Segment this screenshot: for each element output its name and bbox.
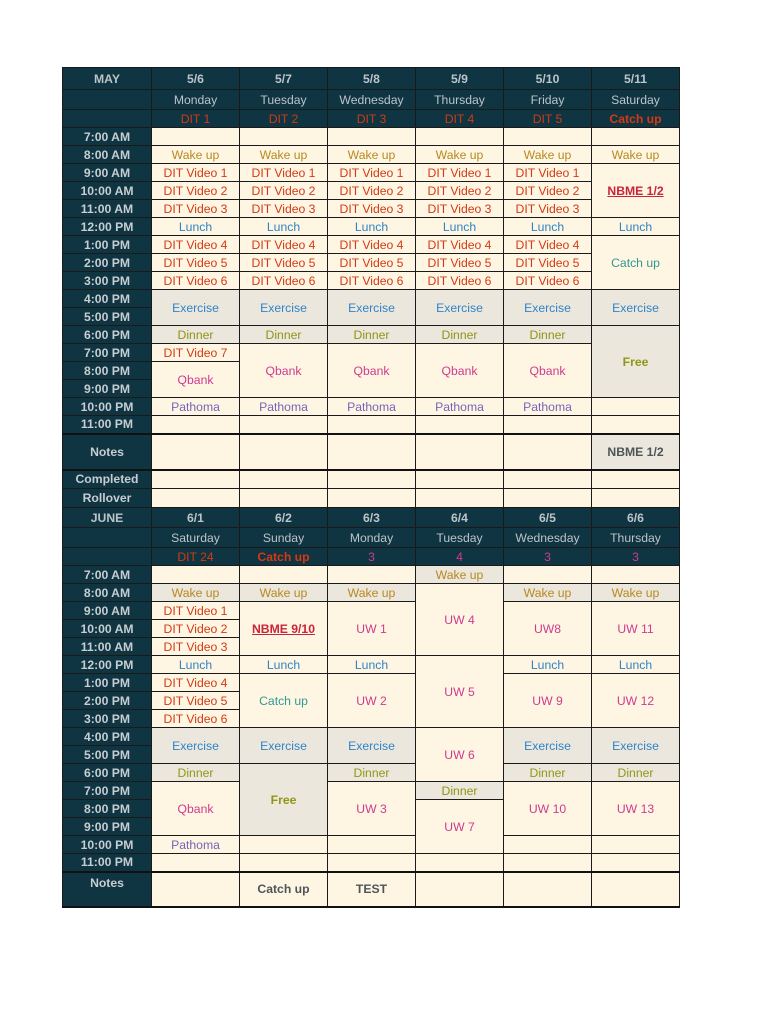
rollover-cell[interactable] — [592, 489, 680, 508]
dinner-cell[interactable]: Dinner — [152, 326, 240, 344]
empty-cell[interactable] — [328, 416, 416, 434]
day-tag: Catch up — [592, 110, 680, 128]
day-name: Thursday — [416, 90, 504, 110]
day-tag: 3 — [504, 548, 592, 566]
qbank-cell[interactable]: Qbank — [152, 362, 240, 398]
day-tag: DIT 4 — [416, 110, 504, 128]
time-label: 9:00 PM — [63, 818, 152, 836]
time-label: 1:00 PM — [63, 674, 152, 692]
time-label: 10:00 PM — [63, 836, 152, 854]
qbank-cell[interactable]: Qbank — [152, 782, 240, 836]
dit-video-cell[interactable]: DIT Video 5 — [328, 254, 416, 272]
date-6-3: 6/3 — [328, 508, 416, 528]
blank-label — [63, 528, 152, 548]
wake-up-cell[interactable]: Wake up — [592, 146, 680, 164]
empty-cell[interactable] — [152, 854, 240, 872]
dit-video-cell[interactable]: DIT Video 2 — [416, 182, 504, 200]
dinner-cell[interactable]: Dinner — [504, 764, 592, 782]
date-5-6: 5/6 — [152, 68, 240, 90]
completed-cell[interactable] — [152, 470, 240, 489]
date-6-1: 6/1 — [152, 508, 240, 528]
dit-video-cell[interactable]: DIT Video 6 — [416, 272, 504, 290]
exercise-cell[interactable]: Exercise — [504, 290, 592, 326]
exercise-cell[interactable]: Exercise — [240, 728, 328, 764]
date-6-2: 6/2 — [240, 508, 328, 528]
dit-video-cell[interactable]: DIT Video 1 — [328, 164, 416, 182]
wake-up-cell[interactable]: Wake up — [328, 584, 416, 602]
wake-up-cell[interactable]: Wake up — [152, 146, 240, 164]
time-label: 3:00 PM — [63, 710, 152, 728]
dit-video-cell[interactable]: DIT Video 6 — [240, 272, 328, 290]
dit-video-cell[interactable]: DIT Video 3 — [504, 200, 592, 218]
dit-video-cell[interactable]: DIT Video 2 — [240, 182, 328, 200]
schedule-table — [62, 67, 680, 908]
day-name: Sunday — [240, 528, 328, 548]
wake-up-cell[interactable]: Wake up — [240, 584, 328, 602]
empty-cell[interactable] — [504, 836, 592, 854]
notes-cell[interactable] — [416, 872, 504, 907]
lunch-cell[interactable]: Lunch — [504, 656, 592, 674]
date-5-7: 5/7 — [240, 68, 328, 90]
day-tag: Catch up — [240, 548, 328, 566]
time-label: 8:00 AM — [63, 146, 152, 164]
time-label: 7:00 PM — [63, 344, 152, 362]
dit-video-cell[interactable]: DIT Video 6 — [152, 272, 240, 290]
day-name: Tuesday — [416, 528, 504, 548]
notes-cell[interactable] — [328, 434, 416, 470]
month-label-june: JUNE — [63, 508, 152, 528]
dit-video-cell[interactable]: DIT Video 5 — [152, 692, 240, 710]
date-5-8: 5/8 — [328, 68, 416, 90]
dinner-cell[interactable]: Dinner — [328, 764, 416, 782]
dit-video-cell[interactable]: DIT Video 6 — [152, 710, 240, 728]
lunch-cell[interactable]: Lunch — [592, 656, 680, 674]
empty-cell[interactable] — [240, 836, 328, 854]
rollover-cell[interactable] — [152, 489, 240, 508]
uw-cell[interactable]: UW 10 — [504, 782, 592, 836]
empty-cell[interactable] — [416, 128, 504, 146]
date-6-4: 6/4 — [416, 508, 504, 528]
empty-cell[interactable] — [328, 836, 416, 854]
dinner-cell[interactable]: Dinner — [504, 326, 592, 344]
notes-cell[interactable] — [152, 872, 240, 907]
empty-cell[interactable] — [592, 128, 680, 146]
empty-cell[interactable] — [416, 416, 504, 434]
dinner-cell[interactable]: Dinner — [416, 782, 504, 800]
notes-cell[interactable]: TEST — [328, 872, 416, 907]
exercise-cell[interactable]: Exercise — [416, 290, 504, 326]
blank-label — [63, 90, 152, 110]
notes-cell[interactable] — [504, 872, 592, 907]
may-day-row — [63, 90, 680, 110]
uw-cell[interactable]: UW 7 — [416, 800, 504, 854]
day-name: Wednesday — [504, 528, 592, 548]
time-label: 10:00 PM — [63, 398, 152, 416]
empty-cell[interactable] — [592, 566, 680, 584]
june-date-row — [63, 508, 680, 528]
exercise-cell[interactable]: Exercise — [328, 290, 416, 326]
empty-cell[interactable] — [152, 416, 240, 434]
pathoma-cell[interactable]: Pathoma — [328, 398, 416, 416]
day-tag: 4 — [416, 548, 504, 566]
dit-video-cell[interactable]: DIT Video 3 — [152, 200, 240, 218]
empty-cell[interactable] — [240, 566, 328, 584]
lunch-cell[interactable]: Lunch — [592, 218, 680, 236]
time-label: 11:00 AM — [63, 638, 152, 656]
uw-cell[interactable]: UW 3 — [328, 782, 416, 836]
time-label: 9:00 AM — [63, 602, 152, 620]
free-cell[interactable]: Free — [592, 326, 680, 398]
dit-video-cell[interactable]: DIT Video 4 — [152, 236, 240, 254]
empty-cell[interactable] — [592, 854, 680, 872]
nbme-cell[interactable]: NBME 9/10 — [240, 602, 328, 656]
time-label: 8:00 AM — [63, 584, 152, 602]
dit-video-cell[interactable]: DIT Video 4 — [328, 236, 416, 254]
time-label: 6:00 PM — [63, 326, 152, 344]
time-label: 12:00 PM — [63, 656, 152, 674]
lunch-cell[interactable]: Lunch — [240, 218, 328, 236]
uw-cell[interactable]: UW 9 — [504, 674, 592, 728]
dinner-cell[interactable]: Dinner — [152, 764, 240, 782]
wake-up-cell[interactable]: Wake up — [152, 584, 240, 602]
dinner-cell[interactable]: Dinner — [240, 326, 328, 344]
june-tag-row — [63, 548, 680, 566]
empty-cell[interactable] — [328, 854, 416, 872]
qbank-cell[interactable]: Qbank — [240, 344, 328, 398]
pathoma-cell[interactable]: Pathoma — [152, 398, 240, 416]
time-label: 5:00 PM — [63, 308, 152, 326]
completed-cell[interactable] — [504, 470, 592, 489]
time-label: 11:00 PM — [63, 854, 152, 872]
dit-video-cell[interactable]: DIT Video 4 — [240, 236, 328, 254]
time-label: 2:00 PM — [63, 692, 152, 710]
empty-cell[interactable] — [592, 398, 680, 416]
dit-video-cell[interactable]: DIT Video 3 — [152, 638, 240, 656]
dit-video-cell[interactable]: DIT Video 5 — [416, 254, 504, 272]
completed-label: Completed — [63, 470, 152, 489]
empty-cell[interactable] — [240, 854, 328, 872]
pathoma-cell[interactable]: Pathoma — [504, 398, 592, 416]
wake-up-cell[interactable]: Wake up — [240, 146, 328, 164]
empty-cell[interactable] — [152, 128, 240, 146]
time-label: 7:00 AM — [63, 566, 152, 584]
uw-cell[interactable]: UW 13 — [592, 782, 680, 836]
exercise-cell[interactable]: Exercise — [328, 728, 416, 764]
uw-cell[interactable]: UW 4 — [416, 584, 504, 656]
wake-up-cell[interactable]: Wake up — [416, 146, 504, 164]
day-tag: DIT 5 — [504, 110, 592, 128]
lunch-cell[interactable]: Lunch — [504, 218, 592, 236]
dit-video-cell[interactable]: DIT Video 2 — [504, 182, 592, 200]
month-label-may: MAY — [63, 68, 152, 90]
dinner-cell[interactable]: Dinner — [328, 326, 416, 344]
rollover-cell[interactable] — [416, 489, 504, 508]
lunch-cell[interactable]: Lunch — [328, 218, 416, 236]
exercise-cell[interactable]: Exercise — [592, 728, 680, 764]
time-label: 10:00 AM — [63, 182, 152, 200]
dit-video-cell[interactable]: DIT Video 3 — [416, 200, 504, 218]
rollover-cell[interactable] — [328, 489, 416, 508]
day-tag: DIT 1 — [152, 110, 240, 128]
wake-up-cell[interactable]: Wake up — [504, 584, 592, 602]
date-5-10: 5/10 — [504, 68, 592, 90]
day-name: Monday — [328, 528, 416, 548]
dit-video-cell[interactable]: DIT Video 4 — [152, 674, 240, 692]
notes-label: Notes — [63, 872, 152, 907]
day-name: Saturday — [152, 528, 240, 548]
catch-up-cell[interactable]: Catch up — [240, 674, 328, 728]
dit-video-cell[interactable]: DIT Video 5 — [504, 254, 592, 272]
dit-video-cell[interactable]: DIT Video 1 — [240, 164, 328, 182]
wake-up-cell[interactable]: Wake up — [328, 146, 416, 164]
time-label: 2:00 PM — [63, 254, 152, 272]
blank-label — [63, 110, 152, 128]
empty-cell[interactable] — [240, 416, 328, 434]
empty-cell[interactable] — [504, 416, 592, 434]
completed-cell[interactable] — [240, 470, 328, 489]
rollover-label: Rollover — [63, 489, 152, 508]
empty-cell[interactable] — [328, 566, 416, 584]
time-label: 7:00 AM — [63, 128, 152, 146]
exercise-cell[interactable]: Exercise — [240, 290, 328, 326]
notes-cell[interactable]: Catch up — [240, 872, 328, 907]
dit-video-cell[interactable]: DIT Video 4 — [416, 236, 504, 254]
empty-cell[interactable] — [240, 128, 328, 146]
dit-video-cell[interactable]: DIT Video 1 — [416, 164, 504, 182]
empty-cell[interactable] — [504, 128, 592, 146]
wake-up-cell[interactable]: Wake up — [592, 584, 680, 602]
day-tag: DIT 2 — [240, 110, 328, 128]
june-day-row — [63, 528, 680, 548]
notes-cell[interactable] — [152, 434, 240, 470]
date-5-9: 5/9 — [416, 68, 504, 90]
wake-up-cell[interactable]: Wake up — [416, 566, 504, 584]
catch-up-cell[interactable]: Catch up — [592, 236, 680, 290]
dit-video-cell[interactable]: DIT Video 3 — [328, 200, 416, 218]
qbank-cell[interactable]: Qbank — [416, 344, 504, 398]
day-tag: 3 — [592, 548, 680, 566]
dit-video-cell[interactable]: DIT Video 6 — [328, 272, 416, 290]
exercise-cell[interactable]: Exercise — [504, 728, 592, 764]
lunch-cell[interactable]: Lunch — [152, 656, 240, 674]
uw-cell[interactable]: UW 12 — [592, 674, 680, 728]
qbank-cell[interactable]: Qbank — [328, 344, 416, 398]
day-name: Wednesday — [328, 90, 416, 110]
day-name: Friday — [504, 90, 592, 110]
dit-video-cell[interactable]: DIT Video 1 — [152, 164, 240, 182]
time-label: 1:00 PM — [63, 236, 152, 254]
free-cell[interactable]: Free — [240, 764, 328, 836]
lunch-cell[interactable]: Lunch — [328, 656, 416, 674]
time-label: 11:00 AM — [63, 200, 152, 218]
dit-video-cell[interactable]: DIT Video 5 — [240, 254, 328, 272]
dit-video-cell[interactable]: DIT Video 2 — [152, 620, 240, 638]
notes-label: Notes — [63, 434, 152, 470]
time-label: 4:00 PM — [63, 728, 152, 746]
time-label: 8:00 PM — [63, 362, 152, 380]
lunch-cell[interactable]: Lunch — [152, 218, 240, 236]
lunch-cell[interactable]: Lunch — [240, 656, 328, 674]
time-label: 9:00 AM — [63, 164, 152, 182]
time-label: 9:00 PM — [63, 380, 152, 398]
empty-cell[interactable] — [592, 416, 680, 434]
time-label: 11:00 PM — [63, 416, 152, 434]
dinner-cell[interactable]: Dinner — [592, 764, 680, 782]
rollover-cell[interactable] — [240, 489, 328, 508]
time-label: 7:00 PM — [63, 782, 152, 800]
dit-video-cell[interactable]: DIT Video 4 — [504, 236, 592, 254]
completed-cell[interactable] — [592, 470, 680, 489]
study-schedule — [62, 67, 680, 908]
time-label: 6:00 PM — [63, 764, 152, 782]
time-label: 5:00 PM — [63, 746, 152, 764]
exercise-cell[interactable]: Exercise — [592, 290, 680, 326]
exercise-cell[interactable]: Exercise — [152, 290, 240, 326]
wake-up-cell[interactable]: Wake up — [504, 146, 592, 164]
day-name: Monday — [152, 90, 240, 110]
day-name: Saturday — [592, 90, 680, 110]
empty-cell[interactable] — [504, 854, 592, 872]
pathoma-cell[interactable]: Pathoma — [416, 398, 504, 416]
notes-cell[interactable] — [592, 872, 680, 907]
uw-cell[interactable]: UW8 — [504, 602, 592, 656]
dit-video-cell[interactable]: DIT Video 5 — [152, 254, 240, 272]
day-tag: DIT 3 — [328, 110, 416, 128]
lunch-cell[interactable]: Lunch — [416, 218, 504, 236]
notes-cell[interactable]: NBME 1/2 — [592, 434, 680, 470]
pathoma-cell[interactable]: Pathoma — [240, 398, 328, 416]
day-tag: 3 — [328, 548, 416, 566]
dit-video-cell[interactable]: DIT Video 3 — [240, 200, 328, 218]
day-tag: DIT 24 — [152, 548, 240, 566]
dit-video-cell[interactable]: DIT Video 1 — [504, 164, 592, 182]
may-date-row — [63, 68, 680, 90]
qbank-cell[interactable]: Qbank — [504, 344, 592, 398]
empty-cell[interactable] — [504, 566, 592, 584]
may-tag-row — [63, 110, 680, 128]
dit-video-cell[interactable]: DIT Video 6 — [504, 272, 592, 290]
dit-video-cell[interactable]: DIT Video 1 — [152, 602, 240, 620]
time-label: 3:00 PM — [63, 272, 152, 290]
time-label: 4:00 PM — [63, 290, 152, 308]
notes-cell[interactable] — [504, 434, 592, 470]
uw-cell[interactable]: UW 5 — [416, 656, 504, 728]
completed-cell[interactable] — [416, 470, 504, 489]
notes-cell[interactable] — [240, 434, 328, 470]
completed-cell[interactable] — [328, 470, 416, 489]
exercise-cell[interactable]: Exercise — [152, 728, 240, 764]
blank-label — [63, 548, 152, 566]
dit-video-cell[interactable]: DIT Video 2 — [328, 182, 416, 200]
uw-cell[interactable]: UW 2 — [328, 674, 416, 728]
day-name: Tuesday — [240, 90, 328, 110]
pathoma-cell[interactable]: Pathoma — [152, 836, 240, 854]
dinner-cell[interactable]: Dinner — [416, 326, 504, 344]
rollover-cell[interactable] — [504, 489, 592, 508]
dit-video-cell[interactable]: DIT Video 7 — [152, 344, 240, 362]
date-6-6: 6/6 — [592, 508, 680, 528]
day-name: Thursday — [592, 528, 680, 548]
date-6-5: 6/5 — [504, 508, 592, 528]
uw-cell[interactable]: UW 11 — [592, 602, 680, 656]
empty-cell[interactable] — [328, 128, 416, 146]
time-label: 12:00 PM — [63, 218, 152, 236]
empty-cell[interactable] — [152, 566, 240, 584]
uw-cell[interactable]: UW 6 — [416, 728, 504, 782]
empty-cell[interactable] — [416, 854, 504, 872]
date-5-11: 5/11 — [592, 68, 680, 90]
notes-cell[interactable] — [416, 434, 504, 470]
time-label: 8:00 PM — [63, 800, 152, 818]
time-label: 10:00 AM — [63, 620, 152, 638]
empty-cell[interactable] — [592, 836, 680, 854]
dit-video-cell[interactable]: DIT Video 2 — [152, 182, 240, 200]
uw-cell[interactable]: UW 1 — [328, 602, 416, 656]
nbme-cell[interactable]: NBME 1/2 — [592, 164, 680, 218]
